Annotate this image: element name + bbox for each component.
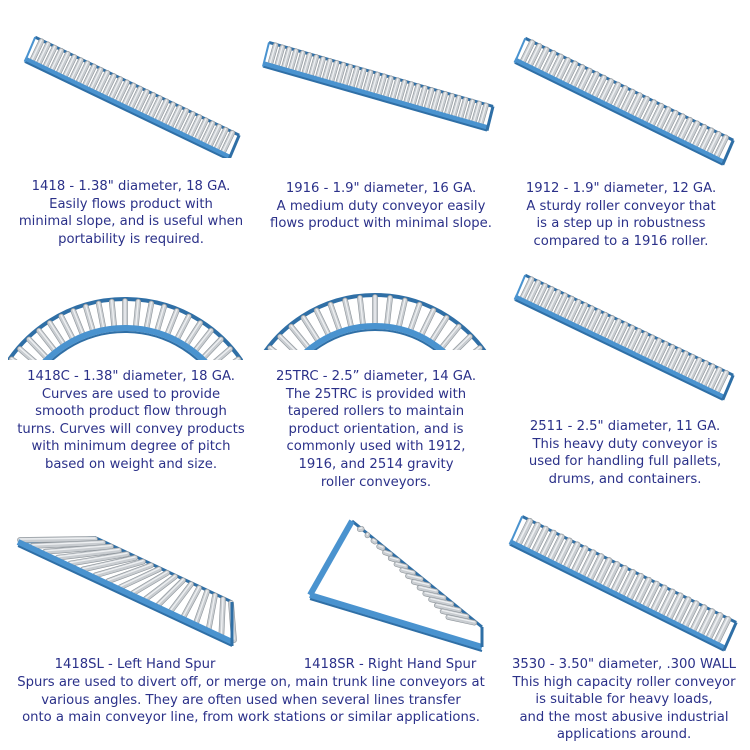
caption-line: with minimum degree of pitch (31, 439, 231, 455)
caption-line: 1916, and 2514 gravity (298, 456, 454, 472)
caption-line: tapered rollers to maintain (287, 404, 465, 420)
caption-line: flows product with minimal slope. (270, 216, 492, 232)
caption-line: 1418 - 1.38" diameter, 18 GA. (31, 179, 231, 194)
curved-roller-conveyor-icon (8, 299, 243, 360)
caption-line: drums, and containers. (548, 471, 702, 487)
conveyor-2511-image (512, 270, 740, 405)
caption-line: turns. Curves will convey products (17, 421, 245, 437)
caption-line: portability is required. (58, 231, 204, 247)
conveyor-1418sl-caption (35, 656, 235, 674)
conveyor-1418c-caption (0, 368, 262, 474)
caption-line: is a step up in robustness (536, 216, 706, 232)
straight-roller-conveyor-icon (510, 516, 736, 650)
caption-line: 1418C - 1.38" diameter, 18 GA. (27, 369, 235, 384)
conveyor-1418-caption (0, 178, 262, 248)
conveyor-1912-caption (490, 180, 750, 250)
conveyor-1916-image (258, 35, 498, 135)
caption-line: Curves are used to provide (41, 386, 221, 402)
caption-line: This high capacity roller conveyor (512, 674, 736, 690)
caption-line: A medium duty conveyor easily (276, 198, 486, 214)
curved-roller-conveyor-icon (258, 295, 493, 350)
caption-line: applications around. (556, 727, 692, 743)
right-hand-spur-conveyor-icon (310, 521, 482, 651)
spur-description (2, 674, 500, 727)
caption-line: The 25TRC is provided with (285, 386, 467, 402)
caption-line: onto a main conveyor line, from work stations or similar applications. (22, 710, 480, 726)
straight-roller-conveyor-icon (263, 42, 493, 130)
caption-line: 1916 - 1.9" diameter, 16 GA. (285, 181, 477, 196)
caption-line: This heavy duty conveyor is (532, 436, 718, 452)
straight-roller-conveyor-icon (515, 275, 733, 400)
caption-line: minimal slope, and is useful when (18, 214, 244, 230)
conveyor-2511-caption (494, 418, 750, 488)
caption-line: based on weight and size. (44, 456, 218, 472)
caption-line: product orientation, and is (288, 421, 464, 437)
conveyor-3530-caption (498, 656, 750, 744)
caption-line: roller conveyors. (320, 474, 432, 490)
conveyor-1418c-image (8, 290, 243, 360)
left-hand-spur-conveyor-icon (18, 538, 234, 646)
conveyor-1418-image (12, 18, 247, 158)
caption-line: smooth product flow through (35, 404, 227, 420)
conveyor-25trc-image (258, 290, 493, 350)
caption-line: 3530 - 3.50" diameter, .300 WALL (511, 657, 737, 672)
conveyor-1916-caption (250, 180, 512, 233)
caption-line: 1418SL - Left Hand Spur (54, 657, 216, 672)
straight-roller-conveyor-icon (25, 37, 239, 158)
straight-roller-conveyor-icon (515, 38, 734, 165)
caption-line: used for handling full pallets, (528, 454, 722, 470)
conveyor-1418sr-image (300, 515, 490, 655)
caption-line: A sturdy roller conveyor that (526, 198, 716, 214)
conveyor-3530-image (508, 515, 742, 655)
caption-line: various angles. They are often used when several lines transfer (41, 692, 461, 708)
conveyor-1418sr-caption (285, 656, 495, 674)
caption-line: 2511 - 2.5" diameter, 11 GA. (529, 419, 721, 434)
conveyor-1418sl-image (10, 530, 242, 650)
caption-line: and the most abusive industrial (519, 709, 729, 725)
conveyor-1912-image (510, 25, 740, 170)
conveyor-25trc-caption (245, 368, 507, 491)
caption-line: compared to a 1916 roller. (533, 233, 709, 249)
caption-line: Spurs are used to divert off, or merge on, main trunk line conveyors at (17, 675, 485, 690)
caption-line: commonly used with 1912, (286, 439, 466, 455)
caption-line: is suitable for heavy loads, (535, 692, 713, 708)
caption-line: 1418SR - Right Hand Spur (303, 657, 477, 672)
caption-line: 25TRC - 2.5” diameter, 14 GA. (275, 369, 477, 384)
caption-line: 1912 - 1.9" diameter, 12 GA. (525, 181, 717, 196)
caption-line: Easily flows product with (49, 196, 213, 212)
